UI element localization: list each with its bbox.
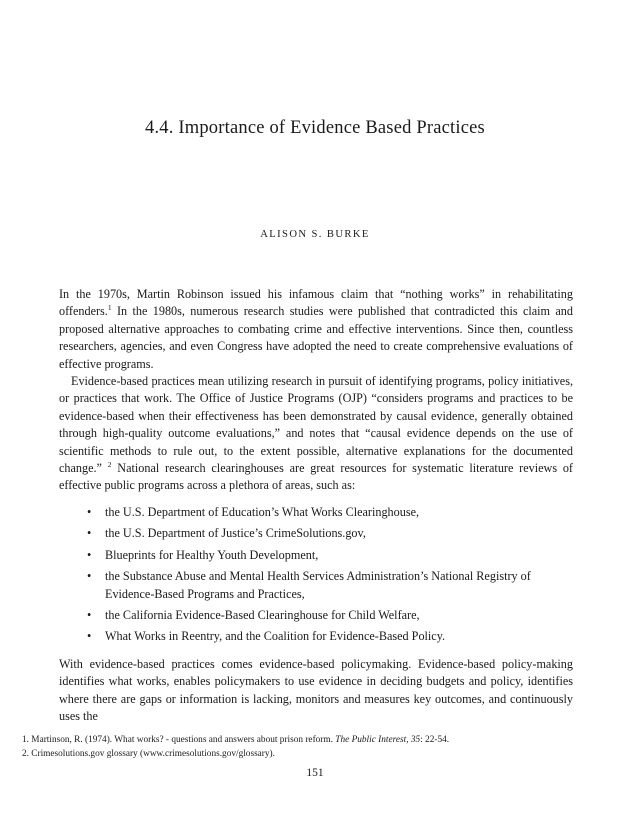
paragraph-2-text-b: National research clearinghouses are great resources for systematic literature reviews of effective public programs across a plethora of areas, such as: [59,461,573,493]
bullet-icon: • [87,569,92,584]
list-item-text: the California Evidence-Based Clearinghouse for Child Welfare, [105,607,420,622]
paragraph-1-text-a: In the 1970s, Martin Robinson issued his infamous claim that “nothing works” in rehabilitating offenders. [59,287,573,319]
bullet-icon: • [87,526,92,541]
list-item [87,568,573,603]
body-text [59,286,573,725]
footnote-1-journal: The Public Interest, 35 [335,735,421,745]
bullet-icon: • [87,504,92,519]
bullet-icon: • [87,629,92,644]
paragraph-1 [59,286,573,373]
list-item-text: the U.S. Department of Education’s What Works Clearinghouse, [105,504,420,519]
footnotes [22,734,602,761]
author-name: ALISON S. BURKE [260,229,370,240]
paragraph-3: With evidence-based practices comes evidence-based policymaking. Evidence-based policy-making identifies what works, enables policymakers to use evidence in deciding budgets and policy, identifies where there are gaps or information is lacking, monitors and measures key outcomes, and continuously uses the [59,656,573,723]
list-item [87,504,573,521]
paragraph-2 [59,373,573,495]
clearinghouse-list [59,504,573,646]
list-item-text: the Substance Abuse and Mental Health Services Administration’s National Registry of Evidence-Based Programs and Practices, [105,569,531,601]
list-item-text: What Works in Reentry, and the Coalition for Evidence-Based Policy. [105,629,446,644]
paragraph-2-text-a: Evidence-based practices mean utilizing research in pursuit of identifying programs, policy initiatives, or practices that work. The Office of Justice Programs (OJP) “considers programs and practices to be evidence-based when their effectiveness has been demonstrated by causal evidence, generally obtained through high-quality outcome evaluations,” and notes that “causal evidence depends on the use of scientific methods to rule out, to the extent possible, alternative explanations for the documented change.” [59,374,573,476]
list-item-text: the U.S. Department of Justice’s CrimeSolutions.gov, [105,526,366,541]
list-item [87,525,573,542]
bullet-icon: • [87,607,92,622]
list-item [87,628,573,645]
page-title: 4.4. Importance of Evidence Based Practices [145,118,485,138]
footnote-1 [22,734,602,748]
footnote-2: 2. Crimesolutions.gov glossary (www.crimesolutions.gov/glossary). [22,748,275,759]
list-item [87,547,573,564]
list-item [87,607,573,624]
footnote-1-text: 1. Martinson, R. (1974). What works? - questions and answers about prison reform. [22,735,336,745]
footnote-1-pages: : 22-54. [420,735,450,745]
list-item-text: Blueprints for Healthy Youth Development, [105,547,319,562]
paragraph-1-text-b: In the 1980s, numerous research studies were published that contradicted this claim and proposed alternative approaches to combating crime and effective interventions. Since then, countless researchers, agencies, and even Congress have adopted the need to create comprehensive evaluations of effective programs. [59,304,573,371]
footnote-ref-1[interactable]: 1 [107,303,112,313]
footnote-ref-2[interactable]: 2 [107,460,112,470]
bullet-icon: • [87,547,92,562]
page-number: 151 [306,767,324,779]
